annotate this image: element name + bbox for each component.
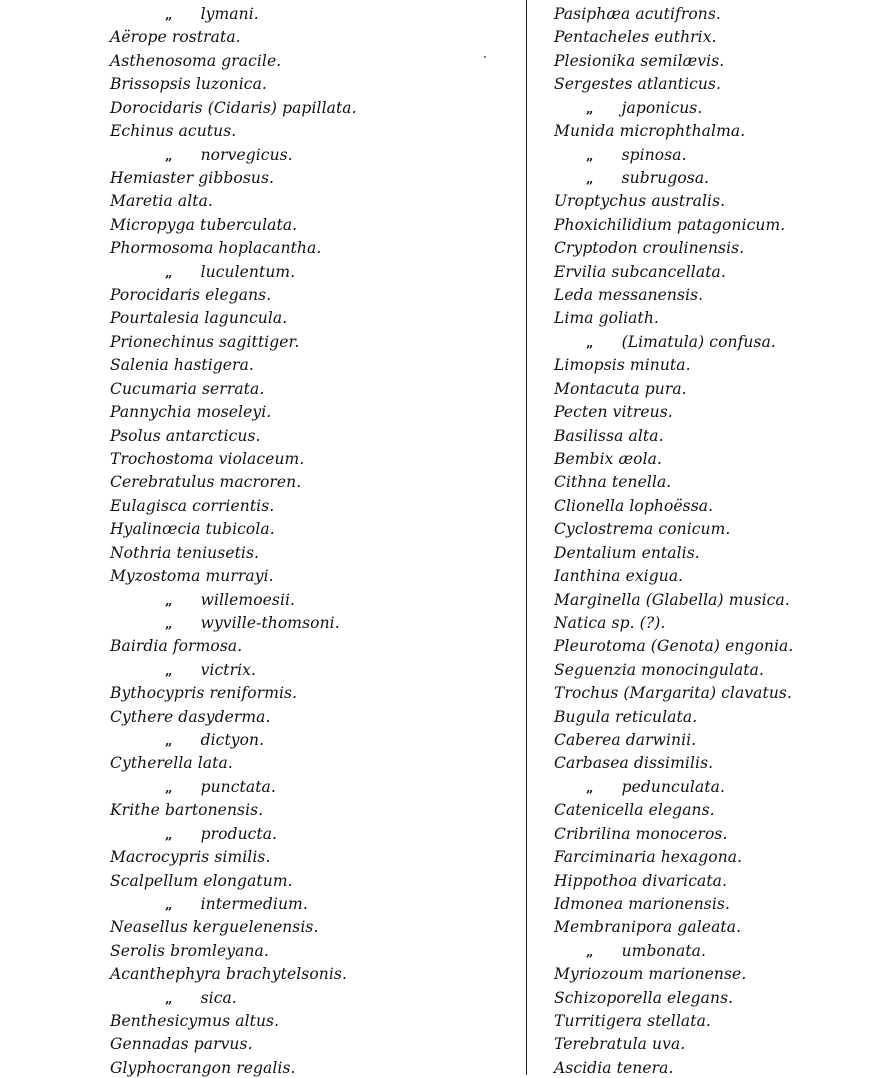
species-entry [554,449,662,469]
species-entry [110,941,269,961]
species-name: Schizoporella elegans. [554,988,734,1007]
species-name: Carbasea dissimilis. [554,754,714,773]
species-entry [554,215,785,235]
species-entry [110,191,213,211]
ditto-mark: „ [586,335,594,351]
species-name: Hemiaster gibbosus. [110,168,275,187]
species-name: Bythocypris reniformis. [110,684,298,703]
species-name: norvegicus. [200,145,293,164]
species-entry [110,753,233,773]
species-name: Asthenosoma gracile. [110,51,282,70]
species-entry [554,285,703,305]
species-entry [554,590,790,610]
species-name: wyville-thomsoni. [200,613,340,632]
species-name: Phoxichilidium patagonicum. [554,215,786,234]
species-name: Bembix æola. [554,449,663,468]
species-entry [110,847,271,867]
species-name: Pecten vitreus. [554,403,673,422]
species-entry [110,636,242,656]
species-name: punctata. [200,777,276,796]
species-name: luculentum. [200,262,296,281]
species-entry [110,27,241,47]
species-name: Caberea darwinii. [554,731,697,750]
species-name: Ianthina exigua. [554,567,684,586]
species-entry [165,730,264,752]
species-name: Glyphocrangon regalis. [110,1058,296,1077]
species-entry [554,4,721,24]
species-entry [554,51,724,71]
ditto-mark: „ [165,8,173,23]
species-name: Farciminaria hexagona. [554,848,743,867]
species-name: Phormosoma hoplacantha. [110,239,322,258]
ditto-mark: „ [586,171,594,187]
species-entry [165,894,308,916]
species-name: (Limatula) confusa. [621,332,776,351]
species-name: victrix. [200,660,257,679]
species-name: Clionella lophoëssa. [554,496,714,515]
species-entry [586,98,702,120]
ditto-mark: „ [586,944,594,960]
ditto-mark: „ [165,734,173,750]
species-name: Cyclostrema conicum. [554,520,731,539]
species-name: Myzostoma murrayi. [110,567,274,586]
species-entry [110,402,271,422]
species-name: Seguenzia monocingulata. [554,660,765,679]
species-entry [110,449,304,469]
species-name: Cryptodon croulinensis. [554,239,745,258]
species-entry [165,145,293,167]
species-entry [165,988,237,1010]
species-entry [554,847,742,867]
species-entry [110,285,271,305]
species-entry [554,472,671,492]
species-entry [110,1034,253,1054]
species-name: pedunculata. [621,777,726,796]
species-entry [165,613,340,635]
species-name: Trochostoma violaceum. [110,449,305,468]
species-name: Myriozoum marionense. [554,965,747,984]
species-name: Krithe bartonensis. [110,801,264,820]
species-entry [110,543,259,563]
ditto-mark: „ [165,593,173,609]
species-name: intermedium. [200,894,308,913]
species-name: Montacuta pura. [554,379,687,398]
species-entry [110,519,275,539]
species-name: Cythere dasyderma. [110,707,271,726]
species-entry [110,74,267,94]
species-name: Acanthephyra brachytelsonis. [110,965,347,984]
species-name: Pourtalesia laguncula. [110,309,288,328]
species-entry [554,613,665,633]
species-name: Ascidia tenera. [554,1058,674,1077]
ditto-mark: „ [165,991,173,1007]
species-name: Nothria teniusetis. [110,543,260,562]
species-name: Hippothoa divaricata. [554,871,728,890]
species-entry [110,496,274,516]
species-entry [554,191,725,211]
species-name: Pleurotoma (Genota) engonia. [554,637,794,656]
column-divider [526,0,527,1075]
species-name: Terebratula uva. [554,1035,686,1054]
species-entry [110,51,281,71]
species-name: umbonata. [621,941,707,960]
species-name: japonicus. [621,98,703,117]
species-entry [165,777,276,799]
species-entry [554,636,793,656]
species-entry [554,27,717,47]
species-entry [586,332,776,354]
species-name: Natica sp. (?). [554,613,666,632]
species-entry [110,168,274,188]
species-name: Pasiphæa acutifrons. [554,5,721,23]
species-name: Dentalium entalis. [554,543,700,562]
species-entry [554,238,744,258]
species-name: Porocidaris elegans. [110,286,272,305]
ditto-mark: „ [165,148,173,164]
species-name: Idmonea marionensis. [554,894,730,913]
species-entry [165,590,295,612]
species-name: spinosa. [621,145,687,164]
species-entry [554,543,700,563]
ditto-mark: „ [165,663,173,679]
species-entry [554,894,730,914]
species-name: Gennadas parvus. [110,1035,253,1054]
species-entry [554,660,764,680]
page-speck [484,56,486,58]
species-entry [554,824,728,844]
species-entry [554,308,659,328]
species-name: Ervilia subcancellata. [554,262,726,281]
ditto-mark: „ [586,101,594,117]
species-name: Sergestes atlanticus. [554,75,722,94]
species-name: Micropyga tuberculata. [110,215,298,234]
species-entry [554,496,713,516]
species-name: subrugosa. [621,168,710,187]
species-entry [586,941,706,963]
species-name: Dorocidaris (Cidaris) papillata. [110,98,357,117]
species-name: Membranipora galeata. [554,918,742,937]
species-name: Benthesicymus altus. [110,1012,280,1031]
species-entry [554,121,745,141]
species-entry [110,98,357,118]
species-entry [554,753,713,773]
species-name: Scalpellum elongatum. [110,871,293,890]
species-name: Brissopsis luzonica. [110,75,267,94]
species-entry [110,1011,279,1031]
species-name: Bairdia formosa. [110,637,243,656]
species-entry [110,707,271,727]
species-entry [110,964,347,984]
species-entry [586,777,725,799]
species-name: Leda messanensis. [554,286,704,305]
species-name: Turritigera stellata. [554,1012,711,1031]
species-name: Limopsis minuta. [554,356,691,375]
species-name: Basilissa alta. [554,426,664,445]
species-entry [554,426,664,446]
species-name: Psolus antarcticus. [110,426,261,445]
species-entry [165,4,259,26]
species-entry [586,145,687,167]
species-entry [554,730,696,750]
species-entry [554,379,687,399]
species-entry [165,660,256,682]
species-entry [554,74,721,94]
species-name: Cribrilina monoceros. [554,824,728,843]
species-entry [110,472,301,492]
species-name: willemoesii. [200,590,296,609]
ditto-mark: „ [165,616,173,632]
species-name: Eulagisca corrientis. [110,496,275,515]
species-entry [554,262,726,282]
species-entry [554,683,792,703]
species-name: Cytherella lata. [110,754,233,773]
species-name: Salenia hastigera. [110,356,254,375]
species-entry [554,355,691,375]
ditto-mark: „ [586,780,594,796]
species-entry [554,964,746,984]
species-name: Echinus acutus. [110,122,237,141]
species-name: Serolis bromleyana. [110,941,269,960]
species-name: Pentacheles euthrix. [554,28,717,47]
species-entry [165,824,277,846]
ditto-mark: „ [165,780,173,796]
species-entry [110,121,236,141]
species-entry [165,262,295,284]
species-entry [554,917,741,937]
species-entry [110,332,299,352]
species-entry [110,683,297,703]
species-entry [554,707,697,727]
species-name: dictyon. [200,731,265,750]
species-name: Uroptychus australis. [554,192,726,211]
species-name: Maretia alta. [110,192,213,211]
species-entry [554,871,727,891]
ditto-mark: „ [165,897,173,913]
species-entry [554,519,730,539]
species-name: Neasellus kerguelenensis. [110,918,319,937]
species-entry [554,566,683,586]
species-name: lymani. [200,5,259,23]
species-name: Pannychia moseleyi. [110,403,272,422]
species-entry [110,215,297,235]
species-name: Marginella (Glabella) musica. [554,590,790,609]
species-entry [110,917,319,937]
species-entry [110,426,261,446]
species-name: Munida microphthalma. [554,122,746,141]
species-name: Cucumaria serrata. [110,379,265,398]
ditto-mark: „ [165,827,173,843]
species-name: Cithna tenella. [554,473,672,492]
species-entry [110,238,321,258]
species-entry [110,379,264,399]
species-entry [586,168,709,190]
species-name: Cerebratulus macroren. [110,473,302,492]
species-entry [110,871,293,891]
species-name: Trochus (Margarita) clavatus. [554,684,793,703]
species-entry [110,355,254,375]
species-name: Plesionika semilævis. [554,51,725,70]
ditto-mark: „ [586,148,594,164]
species-entry [554,800,715,820]
species-name: Prionechinus sagittiger. [110,332,300,351]
ditto-mark: „ [165,265,173,281]
species-entry [110,566,274,586]
species-name: Bugula reticulata. [554,707,698,726]
species-name: Macrocypris similis. [110,848,271,867]
species-name: Lima goliath. [554,309,659,328]
species-entry [110,800,263,820]
species-name: Catenicella elegans. [554,801,715,820]
species-name: producta. [200,824,278,843]
species-entry [554,1011,711,1031]
species-name: Hyalinœcia tubicola. [110,520,275,539]
species-entry [554,1034,685,1054]
species-name: Aërope rostrata. [110,28,241,47]
species-name: sica. [200,988,237,1007]
species-entry [554,402,673,422]
species-entry [554,988,733,1008]
species-entry [110,308,287,328]
